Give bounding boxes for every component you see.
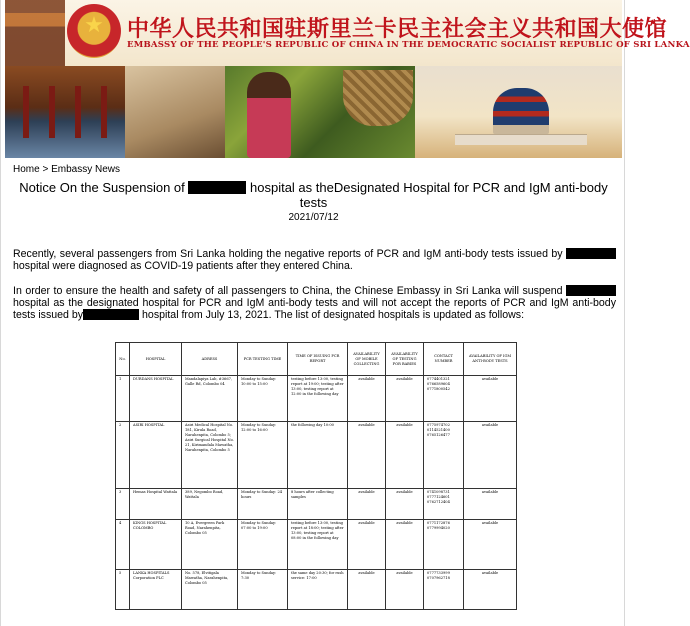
paragraph-2-text-b: hospital as the designated hospital for PCR and IgM anti-body tests and will not accept the reports of PCR and IgM anti-body tests issued by	[13, 297, 616, 321]
table-row	[116, 570, 517, 610]
table-cell-igm: available	[464, 376, 517, 422]
table-cell-testing-time: Monday to Sunday: 10:00 to 15:00	[238, 376, 288, 422]
table-cell-mobile: available	[348, 376, 386, 422]
banner-temple-lake-photo	[5, 66, 125, 158]
table-cell-address: No. 578, Elvitigala Mawatha, Narahenpita, Colombo 05	[182, 570, 238, 610]
banner-stone-photo	[125, 66, 225, 158]
table-cell-mobile: available	[348, 421, 386, 488]
table-header-cell: CONTACT NUMBER	[424, 343, 464, 376]
table-cell-no: 2	[116, 421, 130, 488]
article-title	[13, 180, 614, 210]
table-cell-igm: available	[464, 421, 517, 488]
table-header-cell: TIME OF ISSUING PCR REPORT	[288, 343, 348, 376]
breadcrumb	[13, 164, 120, 175]
table-cell-mobile: available	[348, 488, 386, 519]
table-cell-babies: available	[386, 421, 424, 488]
table-header-cell: PCR TESTING TIME	[238, 343, 288, 376]
table-cell-no: 1	[116, 376, 130, 422]
table-cell-contact: 0777733999 0707962718	[424, 570, 464, 610]
table-cell-mobile: available	[348, 570, 386, 610]
header-banner	[5, 66, 622, 158]
redacted-block	[83, 309, 139, 320]
table-cell-no: 4	[116, 520, 130, 570]
paragraph-1-text-b: hospital were diagnosed as COVID-19 patients after they entered China.	[13, 260, 353, 272]
table-cell-testing-time: Monday to Sunday: 07:00 to 19:00	[238, 520, 288, 570]
table-cell-babies: available	[386, 488, 424, 519]
breadcrumb-home-link[interactable]: Home	[13, 164, 40, 175]
table-cell-no: 3	[116, 488, 130, 519]
table-cell-contact: 0775974702 0114521400 0765126477	[424, 421, 464, 488]
table-cell-hospital: Hemas Hospital Wattala	[130, 488, 182, 519]
table-cell-hospital: ASIRI HOSPITAL	[130, 421, 182, 488]
table-cell-igm: available	[464, 488, 517, 519]
table-cell-babies: available	[386, 376, 424, 422]
banner-temple-of-heaven-photo	[415, 66, 622, 158]
table-header-cell: AVAILABILITY OF TESTING FOR BABIES	[386, 343, 424, 376]
paragraph-1-text-a: Recently, several passengers from Sri Lanka holding the negative reports of PCR and IgM anti-body tests issued by	[13, 248, 563, 260]
table-cell-report-time: the same day 20:30; for rush service: 17:00	[288, 570, 348, 610]
site-header	[5, 0, 690, 66]
table-row	[116, 488, 517, 519]
table-header-cell: HOSPITAL	[130, 343, 182, 376]
banner-tea-picker-photo	[225, 66, 415, 158]
paragraph-2-text-a: In order to ensure the health and safety of all passengers to China, the Chinese Embassy in Sri Lanka will suspend	[13, 285, 563, 297]
pavilion-image	[5, 0, 65, 66]
breadcrumb-separator: >	[42, 164, 49, 175]
table-header-cell: AVAILABILITY OF MOBILE COLLECTING	[348, 343, 386, 376]
national-emblem-icon	[67, 4, 121, 58]
article-title-suffix: hospital as theDesignated Hospital for PCR and IgM anti-body tests	[250, 180, 608, 210]
article-date: 2021/07/12	[288, 212, 339, 223]
table-cell-testing-time: Monday to Sunday: 24 hours	[238, 488, 288, 519]
table-header-cell: No.	[116, 343, 130, 376]
table-cell-address: Asiri Medical Hospital No. 181, Kirula Road, Narahenpita, Colombo 5; Asiri Surgical Hospital No. 21, Kirimandala Mawatha, Narahenpita, Colombo 5	[182, 421, 238, 488]
embassy-title-english: EMBASSY OF THE PEOPLE'S REPUBLIC OF CHINA IN THE DEMOCRATIC SOCIALIST REPUBLIC OF SRI LANKA	[127, 40, 690, 50]
table-row	[116, 520, 517, 570]
table-row	[116, 421, 517, 488]
table-header-cell: ADRESS	[182, 343, 238, 376]
article-title-prefix: Notice On the Suspension of	[19, 180, 185, 195]
table-cell-testing-time: Monday to Sunday: 12:00 to 16:00	[238, 421, 288, 488]
table-cell-address: 10 A, Evergreen Park Road, Narahenpita, Colombo 05	[182, 520, 238, 570]
redacted-block	[566, 248, 616, 259]
table-cell-no: 5	[116, 570, 130, 610]
table-cell-hospital: DURDANS HOSPITAL	[130, 376, 182, 422]
table-cell-report-time: the following day 10:00	[288, 421, 348, 488]
article-paragraph-2	[13, 285, 616, 321]
table-cell-report-time: testing before 13:00, testing report at 18:00; testing after 13:00, testing report at 08:00 in the following day	[288, 520, 348, 570]
paragraph-2-text-c: hospital from July 13, 2021. The list of designated hospitals is updated as follows:	[142, 309, 525, 321]
table-cell-contact: 0741098731 0777124601 0762712404	[424, 488, 464, 519]
table-row	[116, 376, 517, 422]
table-cell-babies: available	[386, 570, 424, 610]
table-cell-report-time: 8 hours after collecting samples	[288, 488, 348, 519]
table-header-cell: AVAILABILITY OF IGM ANTI-BODY TESTS	[464, 343, 517, 376]
embassy-title-chinese: 中华人民共和国驻斯里兰卡民主社会主义共和国大使馆	[127, 16, 668, 42]
breadcrumb-embassy-news-link[interactable]: Embassy News	[51, 164, 120, 175]
table-cell-contact: 0774401321 0766589604 0771800542	[424, 376, 464, 422]
table-cell-igm: available	[464, 570, 517, 610]
table-cell-mobile: available	[348, 520, 386, 570]
designated-hospitals-table	[115, 342, 517, 610]
table-cell-babies: available	[386, 520, 424, 570]
article-paragraph-1	[13, 248, 616, 272]
table-cell-address: 389, Negombo Road, Wattala	[182, 488, 238, 519]
table-cell-igm: available	[464, 520, 517, 570]
table-cell-contact: 0771172876 0779994020	[424, 520, 464, 570]
table-cell-testing-time: Monday to Sunday: 7:30	[238, 570, 288, 610]
redacted-block	[566, 285, 616, 296]
table-cell-hospital: LANKA HOSPITALS Corporation PLC	[130, 570, 182, 610]
table-cell-hospital: KINGS HOSPITAL COLOMBO	[130, 520, 182, 570]
table-header-row	[116, 343, 517, 376]
table-cell-address: Mandalapiya Lab, #3667, Galle Rd, Colombo 04	[182, 376, 238, 422]
table-cell-report-time: testing before 13:00, testing report at 19:00; testing after 13:00, testing report at 12:00 in the following day	[288, 376, 348, 422]
redacted-block	[188, 181, 246, 194]
